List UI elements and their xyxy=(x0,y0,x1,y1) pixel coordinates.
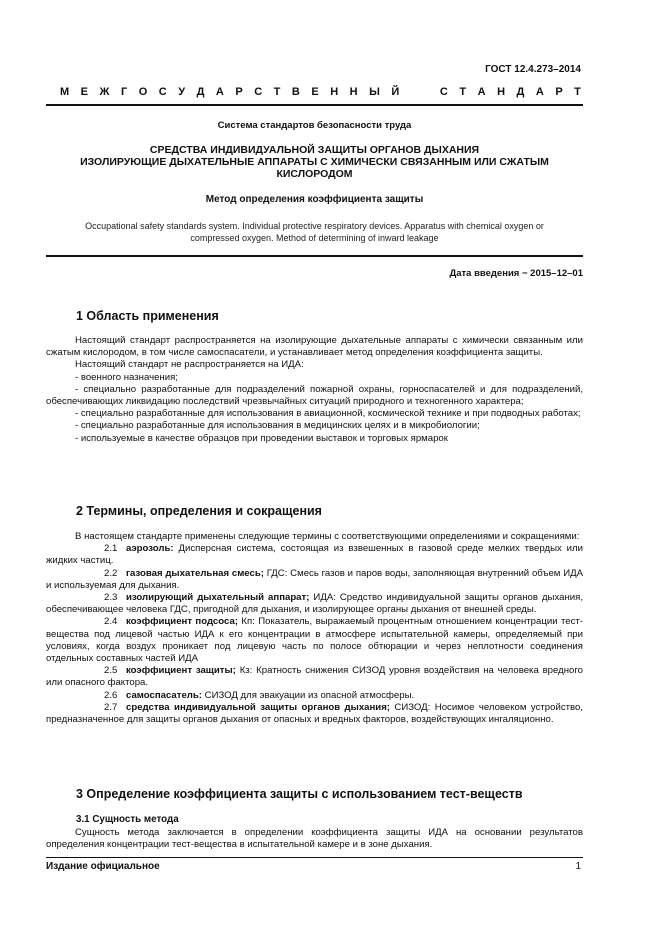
list-item: - используемые в качестве образцов при проведении выставок и торговых ярмарок xyxy=(75,432,448,444)
term-text: СИЗОД: Носимое человеком устройство, предназначенное для защиты органов дыхания от опасных и вредных факторов, воздействующих ингаляционно. xyxy=(46,701,583,726)
term-number: 2.4 xyxy=(104,616,118,628)
term-number: 2.5 xyxy=(104,665,118,677)
title-rule xyxy=(46,255,583,257)
title-line-2: ИЗОЛИРУЮЩИЕ ДЫХАТЕЛЬНЫЕ АППАРАТЫ С ХИМИЧЕСКИ СВЯЗАННЫМ ИЛИ СЖАТЫМ xyxy=(80,156,549,168)
heading-letter: У xyxy=(178,86,186,98)
heading-letter: Т xyxy=(459,86,467,98)
list-item: - специально разработанные для использования в авиационной, космической технике и при подводных работах; xyxy=(75,408,581,420)
term-text: СИЗОД для эвакуации из опасной атмосферы. xyxy=(201,689,415,701)
term-name: самоспасатель: xyxy=(126,689,202,701)
heading-letter: Т xyxy=(273,86,281,98)
term-number: 2.6 xyxy=(104,689,118,701)
term-definition xyxy=(46,702,583,726)
heading-letter: Ы xyxy=(369,86,380,98)
heading-letter: С xyxy=(439,86,448,98)
section-2-body xyxy=(46,531,583,726)
term-number: 2.7 xyxy=(104,701,118,713)
edition-label: Издание официальное xyxy=(46,861,160,872)
heading-letter: С xyxy=(254,86,263,98)
method-subtitle: Метод определения коэффициента защиты xyxy=(205,194,424,205)
english-line-2: compressed oxygen. Method of determining of inward leakage xyxy=(190,233,439,243)
subsection-3-1-heading: 3.1 Сущность метода xyxy=(76,814,179,825)
term-number: 2.3 xyxy=(104,592,118,604)
heading-letter xyxy=(411,86,414,98)
page-number: 1 xyxy=(575,861,581,872)
term-name: газовая дыхательная смесь; xyxy=(126,567,264,579)
heading-letter: Н xyxy=(497,86,506,98)
term-number: 2.2 xyxy=(104,567,118,579)
term-name: изолирующий дыхательный аппарат; xyxy=(126,592,310,604)
heading-letter: Ж xyxy=(99,86,110,98)
heading-letter: Р xyxy=(555,86,563,98)
heading-letter: В xyxy=(291,86,300,98)
section-1-body xyxy=(46,335,583,445)
term-text: Кз: Кратность снижения СИЗОД уровня воздействия на человека вредного или опасного фактора. xyxy=(46,665,583,689)
section-2-intro: В настоящем стандарте применены следующие термины с соответствующими определениями и сокращениями: xyxy=(75,531,580,542)
heading-letter: А xyxy=(215,86,224,98)
heading-letter: С xyxy=(158,86,167,98)
english-line-1: Occupational safety standards system. Individual protective respiratory devices. Apparatus with chemical oxygen or xyxy=(85,221,544,231)
standards-system-line: Система стандартов безопасности труда xyxy=(217,120,412,131)
list-item: - специально разработанные для использования в медицинских целях и в микробиологии; xyxy=(75,420,480,432)
heading-letter: Н xyxy=(349,86,358,98)
heading-letter: Т xyxy=(574,86,581,98)
term-definition xyxy=(46,616,583,665)
heading-letter: Е xyxy=(80,86,89,98)
title-line-1: СРЕДСТВА ИНДИВИДУАЛЬНОЙ ЗАЩИТЫ ОРГАНОВ ДЫХАНИЯ xyxy=(149,144,480,156)
section-3-body xyxy=(46,827,583,851)
footer-rule xyxy=(46,857,583,858)
gost-code: ГОСТ 12.4.273–2014 xyxy=(485,64,581,75)
heading-letter: Д xyxy=(516,86,525,98)
english-title xyxy=(46,220,583,244)
heading-letter xyxy=(425,86,428,98)
section-1-heading: 1 Область применения xyxy=(76,309,219,323)
term-name: средства индивидуальной защиты органов дыхания; xyxy=(126,701,390,713)
title-line-3: КИСЛОРОДОМ xyxy=(276,168,353,180)
document-title xyxy=(46,144,583,180)
heading-letter: Е xyxy=(311,86,319,98)
term-number: 2.1 xyxy=(104,543,118,555)
introduction-date: Дата введения − 2015–12–01 xyxy=(449,268,583,279)
term-definition xyxy=(46,568,583,592)
heading-letter: О xyxy=(138,86,148,98)
heading-letter: А xyxy=(535,86,544,98)
term-definition xyxy=(46,690,583,702)
heading-letter: Р xyxy=(235,86,243,98)
term-text: Дисперсная система, состоящая из взвешенных в газовой среде мелких твердых или жидких частиц. xyxy=(46,543,583,567)
term-definition xyxy=(46,665,583,689)
term-text: Кп: Показатель, выражаемый процентным отношением концентрации тест-вещества под лицевой частью ИДА к его концентрации в атмосфере испытательной камеры, определяемый при условиях, когда воздух проникает под лицевую часть по полосе обтюрации и через неплотности соединения отдельных составных частей ИДА xyxy=(46,616,583,665)
list-item: - военного назначения; xyxy=(75,371,178,383)
section-2-heading: 2 Термины, определения и сокращения xyxy=(76,504,322,518)
term-definition xyxy=(46,543,583,567)
list-item: - специально разработанные для подразделений пожарной охраны, горноспасателей и для подразделений, обеспечивающих ликвидацию последствий чрезвычайных ситуаций природного и техногенного характера; xyxy=(46,383,583,408)
term-name: аэрозоль: xyxy=(126,543,174,555)
heading-letter: Н xyxy=(330,86,339,98)
term-name: коэффициент подсоса; xyxy=(126,616,238,628)
term-name: коэффициент защиты; xyxy=(126,665,236,677)
section-3-heading: 3 Определение коэффициента защиты с использованием тест-веществ xyxy=(76,787,523,801)
header-rule xyxy=(46,104,583,106)
term-text: ГДС: Смесь газов и паров воды, заполняющая внутренний объем ИДА и используемая для дыхания. xyxy=(46,567,583,591)
term-text: ИДА: Средство индивидуальной защиты органов дыхания, обеспечивающее человека ГДС, пригодной для дыхания, и изолирующее органы дыхания от внешней среды. xyxy=(46,592,583,616)
section-3-paragraph: Сущность метода заключается в определении коэффициента защиты ИДА на основании результатов определения концентрации тест-вещества в испытательной камере и в зоне дыхания. xyxy=(46,827,583,851)
heading-letter: Д xyxy=(196,86,205,98)
heading-letter: Й xyxy=(391,86,400,98)
heading-letter: М xyxy=(60,86,70,98)
heading-letter: А xyxy=(477,86,486,98)
section-1-paragraph: Настоящий стандарт не распространяется на ИДА: xyxy=(75,359,304,371)
heading-letter: Г xyxy=(120,86,128,98)
interstate-standard-heading xyxy=(60,86,581,98)
section-1-paragraph: Настоящий стандарт распространяется на изолирующие дыхательные аппараты с химически связанным или сжатым кислородом, в том числе самоспасатели, и устанавливает метод определения коэффициента защиты. xyxy=(46,335,583,359)
term-definition xyxy=(46,592,583,616)
